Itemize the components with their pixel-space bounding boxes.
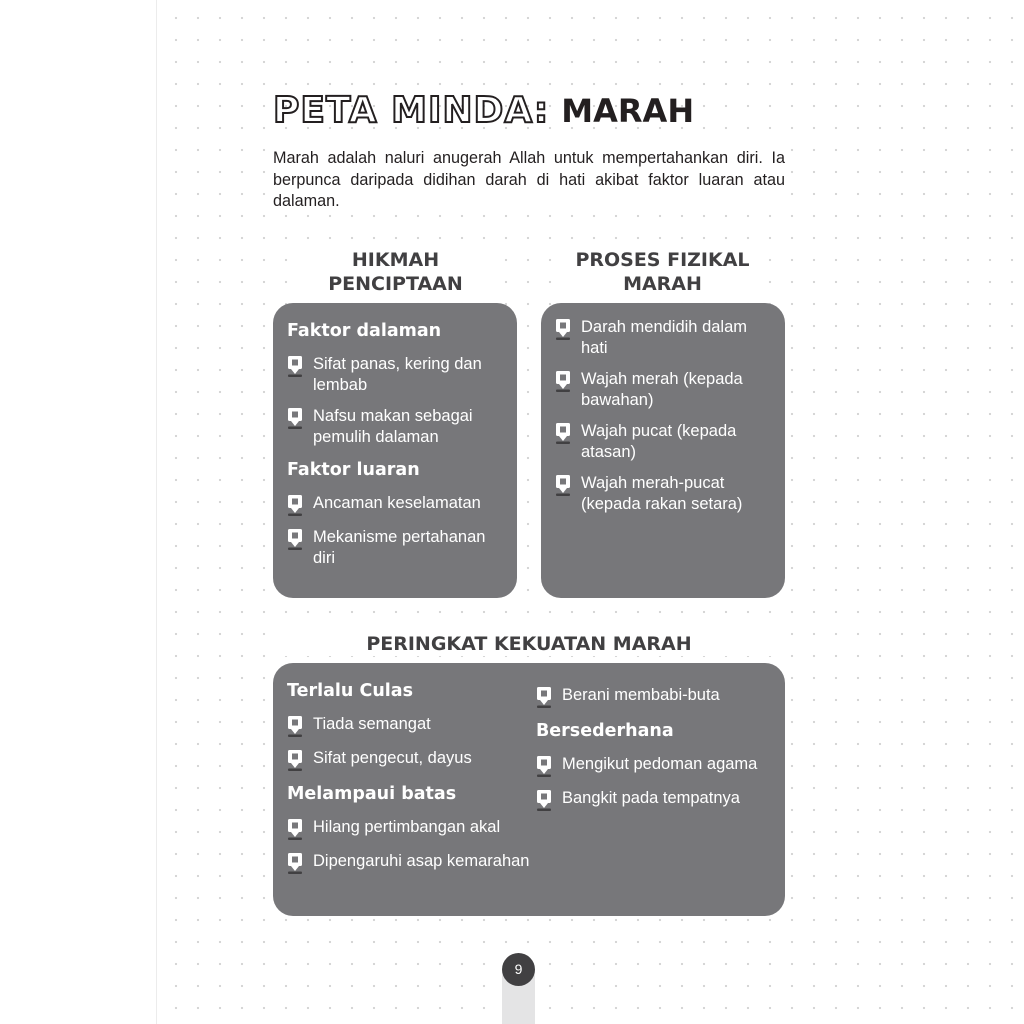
- heading-line: PENCIPTAAN: [328, 273, 463, 295]
- map-pin-icon: [555, 422, 571, 444]
- section-title: Melampaui batas: [287, 784, 457, 804]
- item-text: Wajah merah-pucat (kepada rakan setara): [581, 474, 743, 513]
- item-text: Berani membabi-buta: [561, 686, 720, 704]
- map-pin-icon: [287, 355, 303, 377]
- heading-line: PROSES FIZIKAL: [575, 249, 750, 271]
- heading-hikmah-penciptaan: [293, 248, 498, 296]
- list-item: [287, 748, 536, 771]
- section-title: Faktor luaran: [287, 460, 420, 480]
- item-text: Mekanisme pertahanan diri: [313, 528, 486, 567]
- map-pin-icon: [287, 749, 303, 771]
- item-text: Mengikut pedoman agama: [561, 755, 758, 773]
- item-text: Nafsu makan sebagai pemulih dalaman: [313, 407, 473, 446]
- list-item: [536, 685, 771, 708]
- item-text: Wajah merah (kepada bawahan): [581, 370, 743, 409]
- card-peringkat-kekuatan: [273, 663, 785, 916]
- item-text: Dipengaruhi asap kemarahan: [313, 852, 530, 870]
- list-item: [287, 714, 536, 737]
- map-pin-icon: [287, 852, 303, 874]
- intro-paragraph: Marah adalah naluri anugerah Allah untuk mempertahankan diri. Ia berpunca daripada didihan darah di hati akibat faktor luaran atau dalaman.: [273, 148, 785, 213]
- heading-line: HIKMAH: [351, 249, 440, 271]
- column-left: [287, 677, 536, 916]
- item-text: Sifat panas, kering dan lembab: [313, 355, 482, 394]
- title-solid-text: MARAH: [561, 92, 695, 130]
- item-text: Tiada semangat: [313, 715, 431, 733]
- list-item: [287, 406, 503, 447]
- list-item: [555, 421, 771, 462]
- title-outline-text: PETA MINDA:: [273, 90, 550, 131]
- map-pin-icon: [287, 494, 303, 516]
- item-text: Sifat pengecut, dayus: [313, 749, 472, 767]
- card-proses-fizikal: [541, 303, 785, 598]
- map-pin-icon: [555, 370, 571, 392]
- item-text: Bangkit pada tempatnya: [561, 789, 740, 807]
- list-item: [287, 354, 503, 395]
- item-text: Hilang pertimbangan akal: [313, 818, 501, 836]
- heading-line: MARAH: [623, 273, 702, 295]
- list-item: [555, 317, 771, 358]
- section-title: Terlalu Culas: [287, 681, 413, 701]
- map-pin-icon: [555, 474, 571, 496]
- item-text: Wajah pucat (kepada atasan): [581, 422, 737, 461]
- map-pin-icon: [287, 715, 303, 737]
- section-title: Bersederhana: [535, 721, 674, 741]
- column-right: [536, 677, 771, 916]
- list-item: [287, 817, 536, 840]
- page-number-badge: 9: [502, 953, 535, 986]
- map-pin-icon: [287, 528, 303, 550]
- list-item: [287, 493, 503, 516]
- item-text: Darah mendidih dalam hati: [581, 318, 748, 357]
- page-gutter: [0, 0, 157, 1024]
- page-title: [273, 90, 694, 136]
- map-pin-icon: [287, 818, 303, 840]
- map-pin-icon: [536, 686, 552, 708]
- list-item: [555, 369, 771, 410]
- list-item: [536, 788, 771, 811]
- card-hikmah-penciptaan: [273, 303, 517, 598]
- list-item: [555, 473, 771, 514]
- section-title: Faktor dalaman: [287, 321, 442, 341]
- list-item: [536, 754, 771, 777]
- list-item: [287, 851, 536, 874]
- list-item: [287, 527, 503, 568]
- map-pin-icon: [287, 407, 303, 429]
- map-pin-icon: [555, 318, 571, 340]
- item-text: Ancaman keselamatan: [313, 494, 481, 512]
- heading-proses-fizikal: [560, 248, 765, 296]
- heading-peringkat-kekuatan: PERINGKAT KEKUATAN MARAH: [273, 632, 785, 656]
- map-pin-icon: [536, 755, 552, 777]
- map-pin-icon: [536, 789, 552, 811]
